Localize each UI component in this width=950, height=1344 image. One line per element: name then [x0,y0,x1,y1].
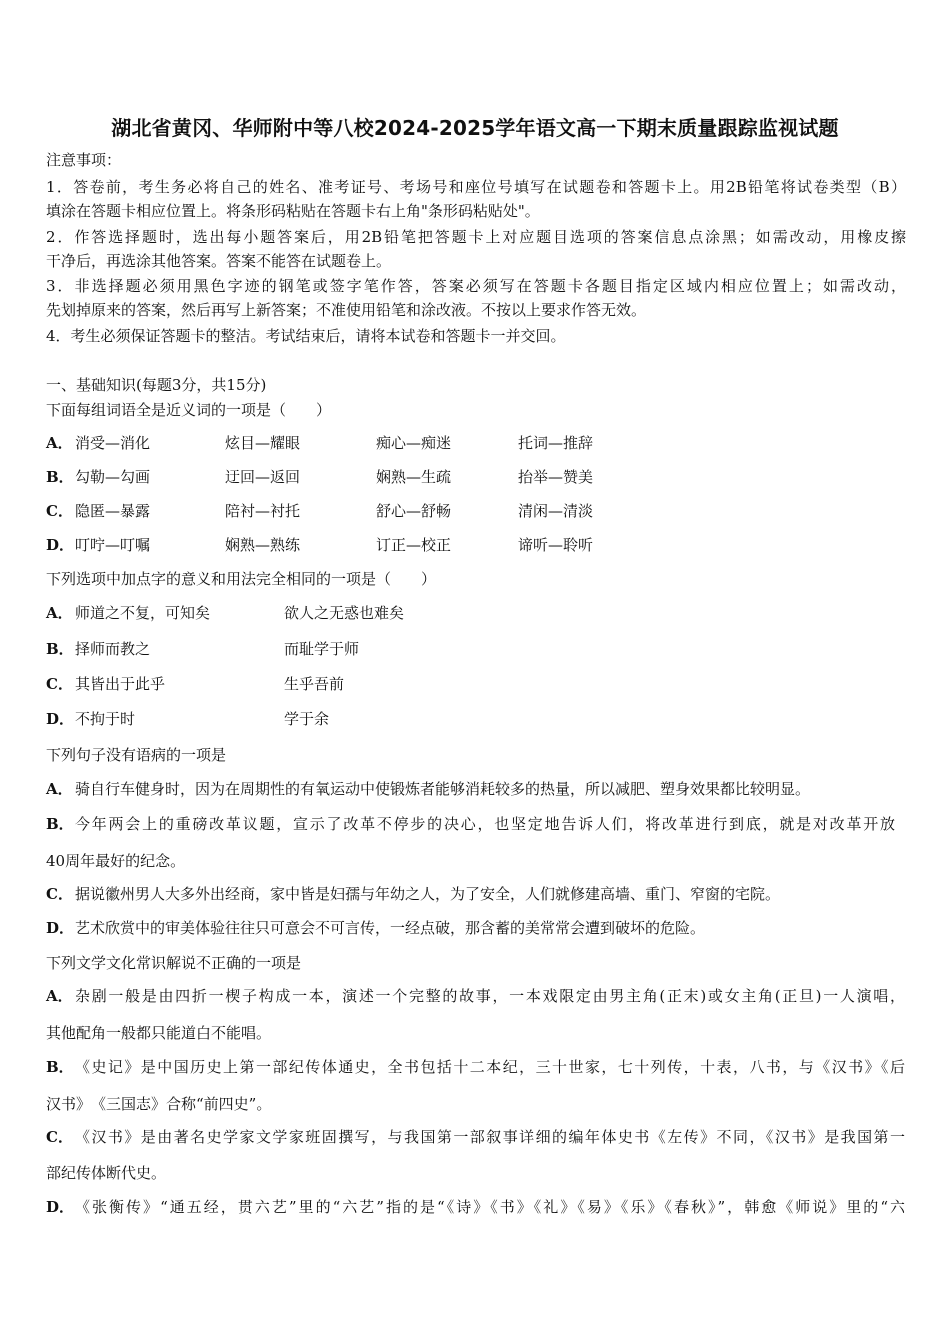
option-text: 骑自行车健身时，因为在周期性的有氧运动中使锻炼者能够消耗较多的热量，所以减肥、塑身效果都比较明显。 [75,780,811,798]
option-cell: 生乎吾前 [284,675,345,693]
option-label: B． [46,815,74,833]
option-cell: 谛听—聆听 [518,536,594,554]
option-text: 其他配角一般都只能道白不能唱。 [46,1024,272,1042]
option-cell: 叮咛—叮嘱 [75,536,151,554]
question-stem: 下列句子没有语病的一项是 [46,746,227,764]
option-cell: 痴心—痴迷 [376,434,452,452]
option-label: C． [46,885,73,903]
question-stem: 下列选项中加点字的意义和用法完全相同的一项是（ ） [46,570,437,588]
question-stem: 下列文学文化常识解说不正确的一项是 [46,954,302,972]
option-label: B． [46,1058,74,1076]
option-cell: 迂回—返回 [225,468,301,486]
option-text: 艺术欣赏中的审美体验往往只可意会不可言传，一经点破，那含蓄的美常常会遭到破坏的危险。 [75,919,706,937]
option-text: 《张衡传》“通五经，贯六艺”里的“六艺”指的是“《诗》《书》《礼》《易》《乐》《春秋》”，韩愈《师说》里的“六 [75,1198,905,1216]
option-cell: 勾勒—勾画 [75,468,151,486]
option-cell: 学于余 [284,710,330,728]
option-cell: 订正—校正 [376,536,452,554]
option-cell: 而耻学于师 [284,640,360,658]
option-label: D． [46,919,75,937]
option-text: 部纪传体断代史。 [46,1164,167,1182]
option-label: B． [46,468,74,486]
option-label: D． [46,536,75,554]
option-label: D． [46,710,75,728]
option-cell: 不拘于时 [75,710,136,728]
option-text: 汉书》 《三国志》合称“前四史”。 [46,1095,272,1113]
option-label: A． [46,780,73,798]
option-cell: 炫目—耀眼 [225,434,301,452]
option-text: 杂剧一般是由四折一楔子构成一本，演述一个完整的故事，一本戏限定由男主角(正末)或女主角(正旦)一人演唱， [75,987,905,1005]
option-cell: 师道之不复，可知矣 [75,604,211,622]
option-label: A． [46,604,73,622]
option-cell: 娴熟—生疏 [376,468,452,486]
option-cell: 娴熟—熟练 [225,536,301,554]
option-cell: 隐匿—暴露 [75,502,151,520]
option-cell: 舒心—舒畅 [376,502,452,520]
notice-line: 干净后，再选涂其他答案。答案不能答在试题卷上。 [46,252,392,270]
notice-heading: 注意事项： [46,151,122,169]
option-label: C． [46,502,73,520]
notice-line: 4．考生必须保证答题卡的整洁。考试结束后，请将本试卷和答题卡一并交回。 [46,327,566,345]
option-text: 《汉书》是由著名史学家文学家班固撰写，与我国第一部叙事详细的编年体史书《左传》不同，《汉书》是我国第一 [75,1128,905,1146]
question-stem: 下面每组词语全是近义词的一项是（ ） [46,401,332,419]
page-title: 湖北省黄冈、华师附中等八校2024-2025学年语文高一下期末质量跟踪监视试题 [111,116,839,140]
option-label: A． [46,987,73,1005]
option-text: 今年两会上的重磅改革议题，宣示了改革不停步的决心，也坚定地告诉人们，将改革进行到底，就是对改革开放 [75,815,895,833]
section-heading: 一、基础知识(每题3分，共15分) [46,376,267,394]
option-label: D． [46,1198,75,1216]
option-label: B． [46,640,74,658]
option-cell: 消受—消化 [75,434,151,452]
option-cell: 陪衬—衬托 [225,502,301,520]
option-cell: 清闲—清淡 [518,502,594,520]
notice-line: 2．作答选择题时，选出每小题答案后，用2B铅笔把答题卡上对应题目选项的答案信息点涂黑；如需改动，用橡皮擦 [46,228,906,246]
notice-line: 3．非选择题必须用黑色字迹的钢笔或签字笔作答，答案必须写在答题卡各题目指定区域内相应位置上；如需改动， [46,277,906,295]
option-cell: 欲人之无惑也难矣 [284,604,405,622]
option-text: 40周年最好的纪念。 [46,852,186,870]
option-cell: 择师而教之 [75,640,151,658]
option-cell: 托词—推辞 [518,434,594,452]
option-cell: 其皆出于此乎 [75,675,166,693]
notice-line: 填涂在答题卡相应位置上。将条形码粘贴在答题卡右上角"条形码粘贴处"。 [46,202,540,220]
option-label: A． [46,434,73,452]
notice-line: 先划掉原来的答案，然后再写上新答案；不准使用铅笔和涂改液。不按以上要求作答无效。 [46,301,647,319]
option-text: 《史记》是中国历史上第一部纪传体通史，全书包括十二本纪，三十世家，七十列传，十表，八书，与《汉书》《后 [75,1058,905,1076]
option-cell: 抬举—赞美 [518,468,594,486]
option-label: C． [46,675,73,693]
notice-line: 1．答卷前，考生务必将自己的姓名、准考证号、考场号和座位号填写在试题卷和答题卡上。用2B铅笔将试卷类型（B） [46,178,906,196]
option-label: C． [46,1128,73,1146]
option-text: 据说徽州男人大多外出经商，家中皆是妇孺与年幼之人，为了安全，人们就修建高墙、重门、窄窗的宅院。 [75,885,781,903]
